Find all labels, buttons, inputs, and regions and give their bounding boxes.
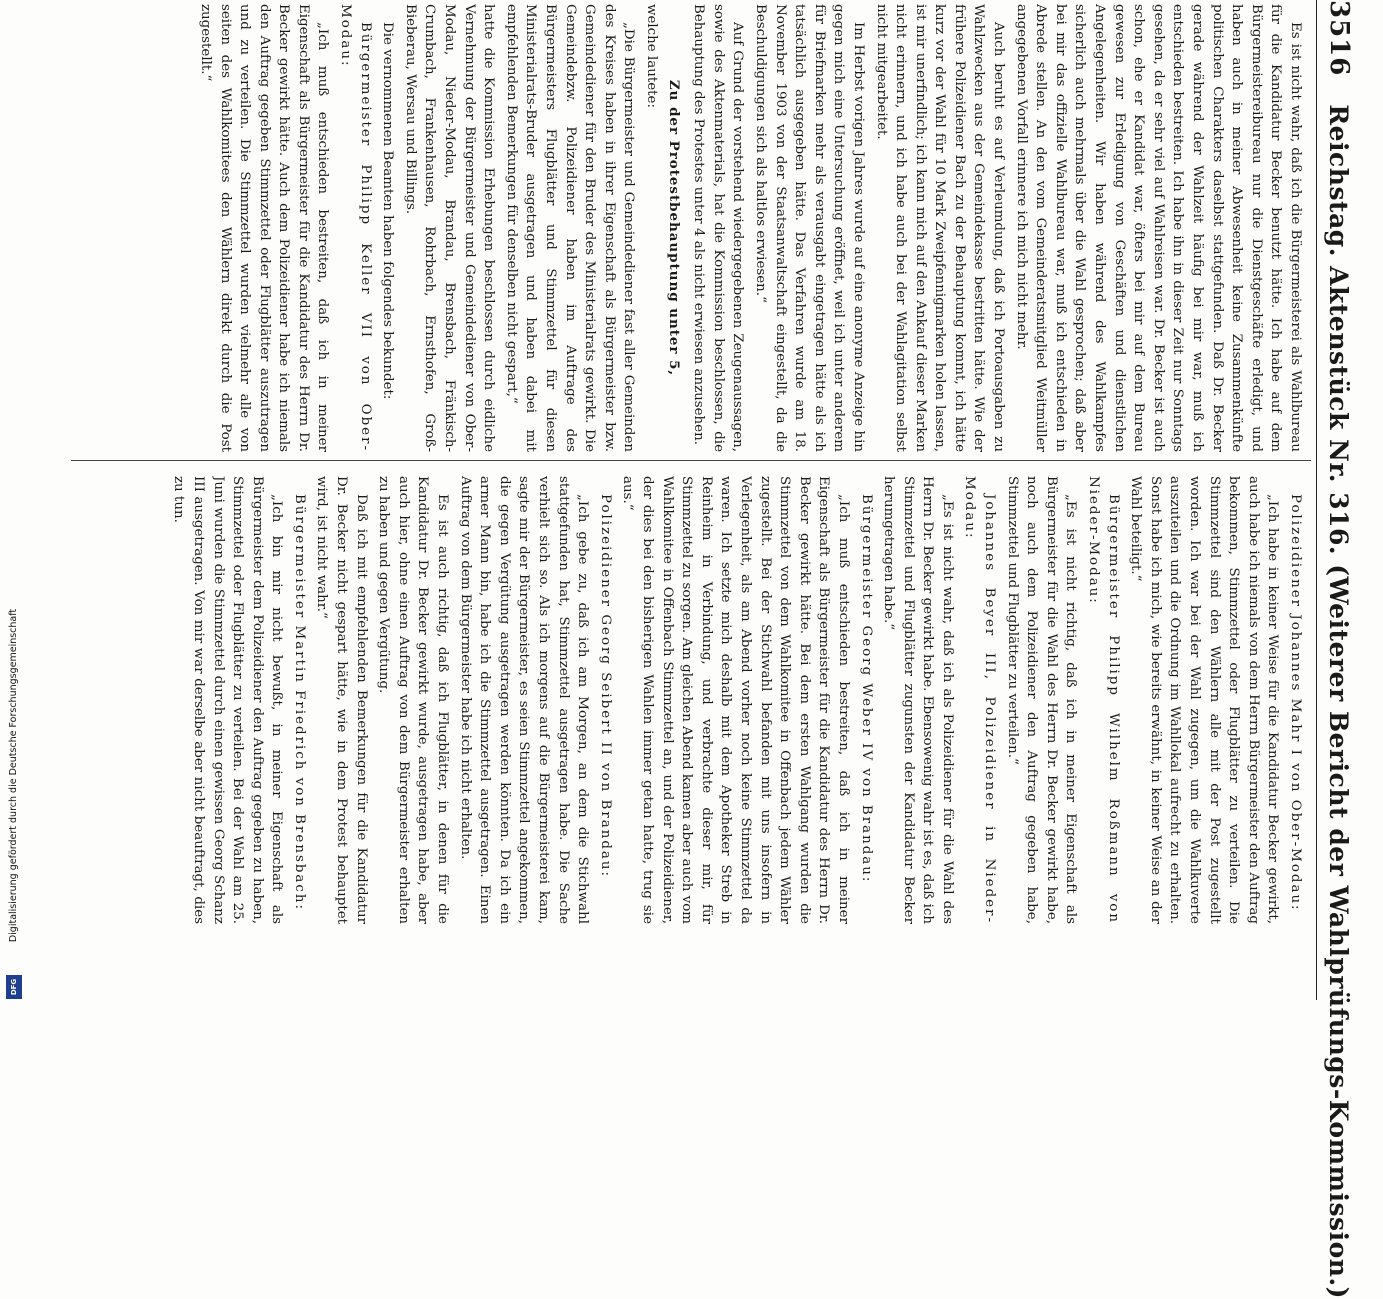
dfg-logo: DFG: [6, 975, 22, 999]
speaker-line: Bürgermeister Philipp Wilhelm Roßmann von Nieder-Modau:: [1086, 476, 1121, 924]
page-number: 3516: [1324, 0, 1354, 77]
speaker-line: Bürgermeister Philipp Keller VII von Ober-Modau:: [338, 4, 373, 452]
paragraph: Auf Grund der vorstehend wiedergegebenen Zeugenaussagen, sowie des Aktenmaterials, hat die Kommission beschlossen, die Behauptung des Protestes unter 4 als nicht erwiesen anzusehen.: [691, 4, 746, 452]
paragraph: „Ich muß entschieden bestreiten, daß ich in meiner Eigenschaft als Bürgermeister für die Kandidatur des Herrn Dr. Becker gewirkt hätte. Bei dem ersten Wahlgang wurden die Stimmzettel von dem Wahlkomitee in Offenbach jedem Wähler zugestellt. Bei der Stichwahl befanden mit uns insofern in Verlegenheit, als am Abend vorher noch keine Stimmzettel da waren. Ich setzte mich deshalb mit dem Apotheker Streb in Reinheim in Verbindung, und verbrachte dieser mir, für Stimmzettel zu sorgen. Am gleichen Abend kamen aber auch vom Wahlkomitee in Offenbach Stimmzettel an, und der Polizeidiener, der dies bei den bisherigen Wahlen immer getan hatte, trug sie aus.“: [620, 476, 851, 924]
paragraph: „Ich muß entschieden bestreiten, daß ich in meiner Eigenschaft als Bürgermeister für die Kandidatur des Herrn Dr. Becker gewirkt hätte. Auch dem Polizeidiener habe ich niemals den Auftrag gegeben Stimmzettel oder Flugblätter auszutragen und zu verteilen. Die Stimmzettel wurden vielmehr alle von seiten des Wahlkomitees den Wählern direkt durch die Post zugestellt.“: [197, 4, 331, 452]
paragraph: Die vernommenen Beamten haben folgendes bekundet:: [380, 22, 396, 400]
paragraph: „Es ist nicht wahr, daß ich als Polizeidiener für die Wahl des Herrn Dr. Becker gewirkt habe. Ebensowenig wahr ist es, daß ich Stimmzettel und Flugblätter zugunsten der Kandidatur Becker herumgetragen habe.“: [881, 476, 955, 924]
speaker-line: Johannes Beyer III, Polizeidiener in Nieder-Modau:: [962, 476, 998, 924]
speaker-line: Polizeidiener Johannes Mahr I von Ober-Modau:: [1288, 494, 1303, 912]
column-divider: [71, 460, 1311, 461]
quote-paragraph: „Die Bürgermeister und Gemeindediener fast aller Gemeinden des Kreises haben in ihrer Eigenschaft als Bürgermeister bzw. Gemeindediener für den Bruder des Ministerialrats gewirkt. Die Gemeindebzw. Polizeidiener haben im Auftrage des Bürgermeisters Flugblätter und Stimmzettel für diesen Ministerialrats-Bruder ausgetragen und haben dabei mit empfehlenden Bemerkungen für denselben nicht gespart,“: [503, 4, 637, 452]
paragraph: „Ich habe in keiner Weise für die Kandidatur Becker gewirkt, auch habe ich niemals von dem Herrn Bürgermeister den Auftrag bekommen, Stimmzettel oder Flugblätter zu verteilen. Die Stimmzettel sind den Wählern alle mit der Post zugestellt worden. Ich war bei der Wahl zugegen, um die Wahlkuverte auszuteilen und die Ordnung im Wahllokal aufrecht zu erhalten. Sonst habe ich mich, wie bereits erwähnt, in keiner Weise an der Wahl beteiligt.“: [1128, 476, 1281, 924]
speaker-line: Bürgermeister Martin Friedrich von Brensbach:: [291, 494, 307, 912]
paragraph: Im Herbst vorigen Jahres wurde auf eine anonyme Anzeige hin gegen mich eine Untersuchung eröffnet, weil ich unter anderem für Briefmarken mehr als verausgabt eingetragen hätte als ich tatsächlich ausgegeben hätte. Das Verfahren wurde am 18. November 1903 von der Staatsanwaltschaft eingestellt, da die Beschuldigungen sich als haltlos erwiesen.“: [752, 4, 866, 452]
paragraph: Es ist nicht wahr, daß ich die Bürgermeisterei als Wahlbureau für die Kandidatur Becker benutzt hätte. Ich habe auf dem Bürgermeistereibureau nur die Dienstgeschäfte erledigt, und haben auch in meiner Abwesenheit keine Zusammenkünfte politischen Charakters daselbst stattgefunden. Daß Dr. Becker gerade während der Wahlzeit häufig bei mir war, muß ich entschieden bestreiten. Ich habe ihn in dieser Zeit nur Sonntags gesehen, da er sehr viel auf Wahlreisen war. Dr. Becker ist auch schon, ehe er Kandidat war, öfters bei mir auf dem Bureau gewesen zur Erledigung von Geschäften und dienstlichen Angelegenheiten. Wir haben während des Wahlkampfes sicherlich auch mehrmals über die Wahl gesprochen; daß aber bei mir das offizielle Wahlbureau war, muß ich entschieden in Abrede stellen. An den vom Gemeinderatsmitglied Weitmüller angegebenen Vorfall erinnere ich mich nicht mehr.: [1013, 4, 1303, 452]
left-column: [65, 4, 1305, 452]
paragraph: Es ist auch richtig, daß ich Flugblätter, in denen für die Kandidatur Dr. Becker gewirkt wurde, ausgetragen habe, aber auch hier, ohne einen Auftrag von dem Bürgermeister erhalten zu haben und gegen Vergütung.: [376, 476, 451, 924]
scanned-page: [50, 0, 1383, 1299]
paragraph: Auch beruht es auf Verleumdung, daß ich Portoausgaben zu Wahlzwecken aus der Gemeindekasse bestritten hätte. Wie der frühere Polizeidiener Bach zu der Behauptung kommt, ich hätte kurz vor der Wahl für 10 Mark Zweipfennigmarken holen lassen, ist mir unerfindlich; ich kann mich auf den Ankauf dieser Marken nicht erinnern, und ich habe auch bei der Wahlagitation selbst nicht mitgearbeitet.: [873, 4, 1007, 452]
paragraph: Daß ich mit empfehlenden Bemerkungen für die Kandidatur Dr. Becker nicht gespart hätte, wie in dem Protest behauptet wird, ist nicht wahr.“: [314, 476, 369, 924]
section-subheading: welche lautete:: [644, 4, 659, 108]
paragraph: „Es ist nicht richtig, daß ich in meiner Eigenschaft als Bürgermeister für die Wahl des Herrn Dr. Becker gewirkt habe, noch auch dem Polizeidiener den Auftrag gegeben habe, Stimmzettel und Flugblätter zu verteilen.“: [1004, 476, 1079, 924]
paragraph: „Ich gebe zu, daß ich am Morgen, an dem die Stichwahl stattgefunden hat, Stimmzettel ausgetragen habe. Die Sache verhielt sich so. Als ich morgens auf die Bürgermeisterei kam, sagte mir der Bürgermeister, es seien Stimmzettel angekommen, die gegen Vergütung ausgetragen werden könnten. Da ich ein armer Mann bin, habe ich die Stimmzettel ausgetragen. Einen Auftrag von dem Bürgermeister habe ich nicht erhalten.: [457, 476, 591, 924]
speaker-line: Bürgermeister Georg Weber IV von Brandau:: [858, 494, 874, 884]
credit-text: Digitalisierung gefördert durch die Deutsche Forschungsgemeinschaft: [8, 608, 20, 942]
speaker-line: Polizeidiener Georg Seibert II von Brandau:: [597, 494, 613, 879]
page-title: Reichstag. Aktenstück Nr. 316. (Weiterer Bericht der Wahlprüfungs-Kommission.): [1324, 104, 1354, 1299]
page-header: [1316, 0, 1361, 1299]
right-column: [65, 476, 1305, 924]
paragraph: „Ich bin mir nicht bewußt, in meiner Eigenschaft als Bürgermeister dem Polizeidiener den Auftrag gegeben zu haben, Stimmzettel oder Flugblätter zu verteilen. Bei der Wahl am 25. Juni wurden die Stimmzettel durch einen gewissen Georg Schanz III ausgetragen. Von mir war derselbe aber nicht beauftragt, dies zu tun.: [171, 476, 285, 924]
paragraph: hatte die Kommission Erhebungen beschlossen durch eidliche Vernehmung der Bürgermeister und Gemeindediener von Ober-Modau, Nieder-Modau, Brandau, Brensbach, Fränkisch-Crumbach, Frankenhausen, Rohrbach, Ernsthofen, Groß-Bieberau, Wersau und Billings.: [402, 4, 497, 452]
section-heading: Zu der Protestbehauptung unter 5,: [665, 79, 682, 377]
digitization-credit: [6, 555, 22, 995]
